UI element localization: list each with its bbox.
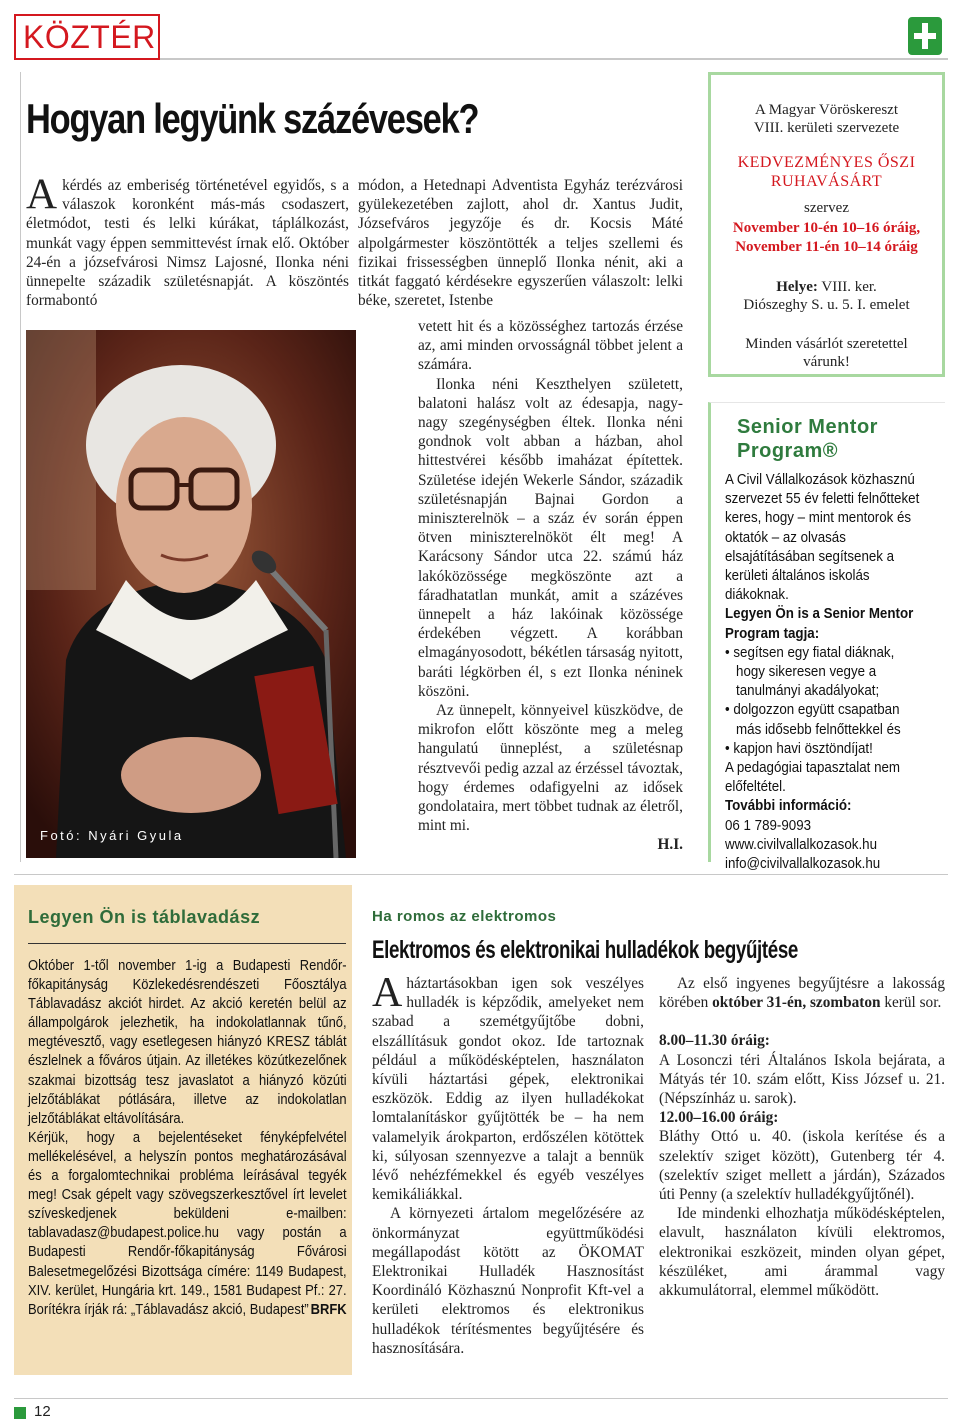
sm-bullets	[725, 644, 920, 759]
sm-email-link[interactable]: info@civilvallalkozasok.hu	[725, 856, 881, 873]
tb-paragraph: Kérjük, hogy a bejelentéseket fényképfelvétel mellékelésével, a helyszín pontos meghatározásával és a forgalomtechnikai probléma leírásával tegyék meg! Csak gépelt vagy szövegszerkesztővel írt levelet szíveskedjenek beküldeni e-mailben: tablavadasz@budapest.police.hu vagy postán a Budapesti Rendőr-főkapitányság Fővárosi Balesetmegelőzési Bizottsága címére: 1149 Budapest, XIV. kerület, Hungária krt. 149., 1581 Budapest Pf.: 27. Borítékra írják rá: „Táblavadász akció, Budapest” BRFK	[28, 1129, 347, 1320]
red-cross-district-emblem-icon	[908, 17, 942, 55]
sm-web-link[interactable]: www.civilvallalkozasok.hu	[725, 836, 877, 853]
rc-footer: várunk!	[803, 354, 850, 370]
page-marker-icon	[14, 1407, 26, 1419]
rc-line: A Magyar Vöröskereszt	[754, 102, 899, 118]
sm-title	[737, 415, 878, 463]
dropcap: A	[372, 970, 403, 1016]
rc-date: November 10-én 10–16 óráig,	[732, 220, 921, 236]
electro-column-2	[659, 974, 945, 1300]
dropcap: A	[26, 171, 58, 218]
tablavadasz-box	[14, 885, 352, 1375]
tb-signature: BRFK	[310, 1301, 347, 1318]
electro-kicker: Ha romos az elektromos	[372, 908, 557, 925]
sm-body	[725, 471, 920, 874]
electro-title: Elektromos és elektronikai hulladékok begyűjtése	[372, 936, 798, 964]
sm-bullet: • kapjon havi ösztöndíjat!	[725, 740, 873, 757]
sm-bold: Legyen Ön is a Senior Mentor Program tagja:	[725, 606, 914, 642]
electro-column-1	[372, 970, 644, 1358]
sm-note: A pedagógiai tapasztalat nem előfeltétel.	[725, 760, 901, 796]
rc-line: VIII. kerületi szervezete	[753, 120, 900, 136]
footer-rule	[14, 1398, 948, 1399]
photo-illustration	[26, 330, 356, 858]
paragraph: Bláthy Ottó u. 40. (iskola kerítése és a szelektív sziget között), Gutenberg tér 4. (szelektív sziget mellett a járdán), Százados úti Penny (a szelektív hulladékgyűjtőnél).	[659, 1128, 945, 1204]
paragraph: Az első ingyenes begyűjtésre a lakosság körében október 31-én, szombaton kerül sor.	[659, 975, 945, 1012]
paragraph: Az ünnepelt, könnyeivel küszködve, de mikrofon előtt köszönte meg a meleg hangulatú ünneplést, a születésnap résztvevői pedig azzal az érzéssel távoztak, hogy érdemes odafigyelni az idősek gondolataira, mert többet tudnak az életről, mint mi.	[418, 702, 683, 835]
sm-phone: 06 1 789-9093	[725, 817, 812, 834]
sm-intro: A Civil Vállalkozások közhasznú szervezet 55 év feletti felnőtteket keres, hogy – mint mentorok és oktatók – az olvasás elsajátításában segítsenek a kerületi általános iskolás diákoknak.	[725, 472, 920, 604]
tb-paragraph: Október 1-től november 1-ig a Budapesti Rendőr-főkapitányság Közlekedésrendészeti Főosztálya Táblavadász akciót hirdet. Az akció keretén belül az állampolgárok jelezhetik, ha indokolatlannak tűnő, megtévesztő, vagy esetlegesen hiányzó KRESZ táblát észlelnek a főváros útjain. Az illetékes közútkezelőnek szakmai bizottság tesz javaslatot a hiányzó közúti jelzőtáblákat pótlására, illetve az indokolatlan jelzőtáblákat eltávolítására.	[28, 958, 347, 1127]
sm-title-line: Senior Mentor	[737, 416, 878, 438]
rc-date: November 11-én 10–14 óráig	[735, 239, 918, 255]
tb-rule	[28, 943, 346, 944]
paragraph: Ide mindenki elhozhatja működésképtelen, elavult, használaton kívüli elektromos, elektronikai eszközeit, minden olyan gépet, készüléket, ami árammal vagy akkumulátorral, elemmel működött.	[659, 1205, 945, 1300]
red-cross-sale-box	[708, 72, 945, 377]
paragraph: vetett hit és a közösséghez tartozás érzése az, ami minden orvosságnál többet jelent a számára.	[418, 318, 683, 374]
article-column-2-top: módon, a Hetednapi Adventista Egyház terézvárosi gyülekezetében zajlott, ahol dr. Xantus Judit, Józsefváros jegyzője és dr. Kocsis Máté alpolgármester köszöntötték a teljes szellemi és fizikai frissességben ünneplő Ilonka nénit, aki a titkát faggató kérdésekre egyszerűen válaszolt: lelki béke, szeretet, Istenbe	[358, 177, 683, 310]
time-slot: 8.00–11.30 óráig:	[659, 1032, 770, 1050]
sm-bullet: • segítsen egy fiatal diáknak, hogy sikeresen vegye a tanulmányi akadályokat;	[725, 644, 895, 700]
rc-line: szervez	[804, 200, 849, 216]
article-photo	[26, 330, 356, 858]
article-title: Hogyan legyünk százévesek?	[26, 95, 479, 142]
lead-text: kérdés az emberiség történetével egyidős, s a válaszok koronként más-más csodaszert, életmódot, testi és lelki kúrákat, táplálkozást, munkát vagy éppen semmittevést írnak elő. Október 24-én a józsefvárosi Nimsz Lajosné, Ilonka néni ünnepelte századik születésnapját. A köszöntés formabontó	[26, 177, 349, 310]
section-label: KÖZTÉR	[14, 14, 160, 60]
rc-place-value: VIII. ker.	[817, 279, 877, 295]
paragraph: A háztartásokban igen sok veszélyes hulladék is képződik, amelyeket nem szabad a szemétgyűjtőbe dobni, elszállításuk gondot okoz. Ide tartoznak például a működésképtelen, használaton kívüli háztartási gépek, elektronikai eszközök. Eddig az ilyen hulladékokat lomtalanításkor gyűjtötték be – ha nem valamelyik árokparton, erdőszélen kötöttek ki, súlyosan szennyezve a talajt a bennük lévő nehézfémekkel és egyéb veszélyes kemikáliákkal.	[372, 970, 644, 1204]
rc-headline: RUHAVÁSÁRT	[770, 173, 883, 190]
time-slot: 12.00–16.00 óráig:	[659, 1109, 779, 1127]
article-signature: H.I.	[657, 836, 683, 854]
article-lead	[26, 171, 349, 310]
page-number: 12	[34, 1403, 51, 1420]
sm-title-line: Program®	[737, 440, 838, 462]
sm-bullet: • dolgozzon együtt csapatban más idősebb felnőttekkel és	[725, 702, 901, 738]
senior-mentor-box	[708, 402, 945, 873]
rc-headline: KEDVEZMÉNYES ŐSZI	[737, 154, 916, 171]
section-divider	[14, 874, 948, 875]
paragraph: A környezeti ártalom megelőzésére az önkormányzat együttműködési megállapodást kötött az ÖKOMAT Elektronikai Hulladék Hasznosítást Koordináló Közhasznú Nonprofit Kft-vel a kerületi elektromos és elektronikus hulladékok térítésmentes begyűjtésére és hasznosítására.	[372, 1205, 644, 1357]
article-column-2	[418, 317, 683, 855]
column-rule	[20, 72, 21, 862]
rc-place	[711, 278, 942, 296]
tb-body	[28, 957, 347, 1320]
paragraph: A Losonczi téri Általános Iskola bejárata, a Mátyás tér 10. szám előtt, Kiss József u. 21. (Népszínház u. sarok).	[659, 1051, 945, 1108]
rc-footer: Minden vásárlót szeretettel	[745, 336, 908, 352]
tb-title: Legyen Ön is táblavadász	[28, 907, 261, 927]
paragraph: Ilonka néni Keszthelyen született, balatoni halász volt az édesapja, nagy-nagy szegénységben éltek. Ilonka néni gondnok volt abban a házban, ahol hittestvérei később imaházat építettek. Születése idején Wekerle Sándor, századik születésnapján Bajnai Gordon a miniszterelnök – a száz év során éppen ötven miniszterelnököt élt meg! A Karácsony Sándor utca 22. számú ház lakóközössége megköszönte azt a fáradhatatlan munkát, amit a százéves ünnepelt a ház lakóinak közössége érdekében végzett. A korábban elmagányosodott, békétlen társaság nyitott, baráti légkörben él, s ezt Ilonka néninek köszöni.	[418, 375, 683, 700]
sm-info-label: További információ:	[725, 798, 852, 815]
rc-place: Diószeghy S. u. 5. I. emelet	[743, 297, 910, 313]
rc-place-label: Helye:	[776, 279, 818, 295]
photo-credit: Fotó: Nyári Gyula	[40, 828, 184, 843]
